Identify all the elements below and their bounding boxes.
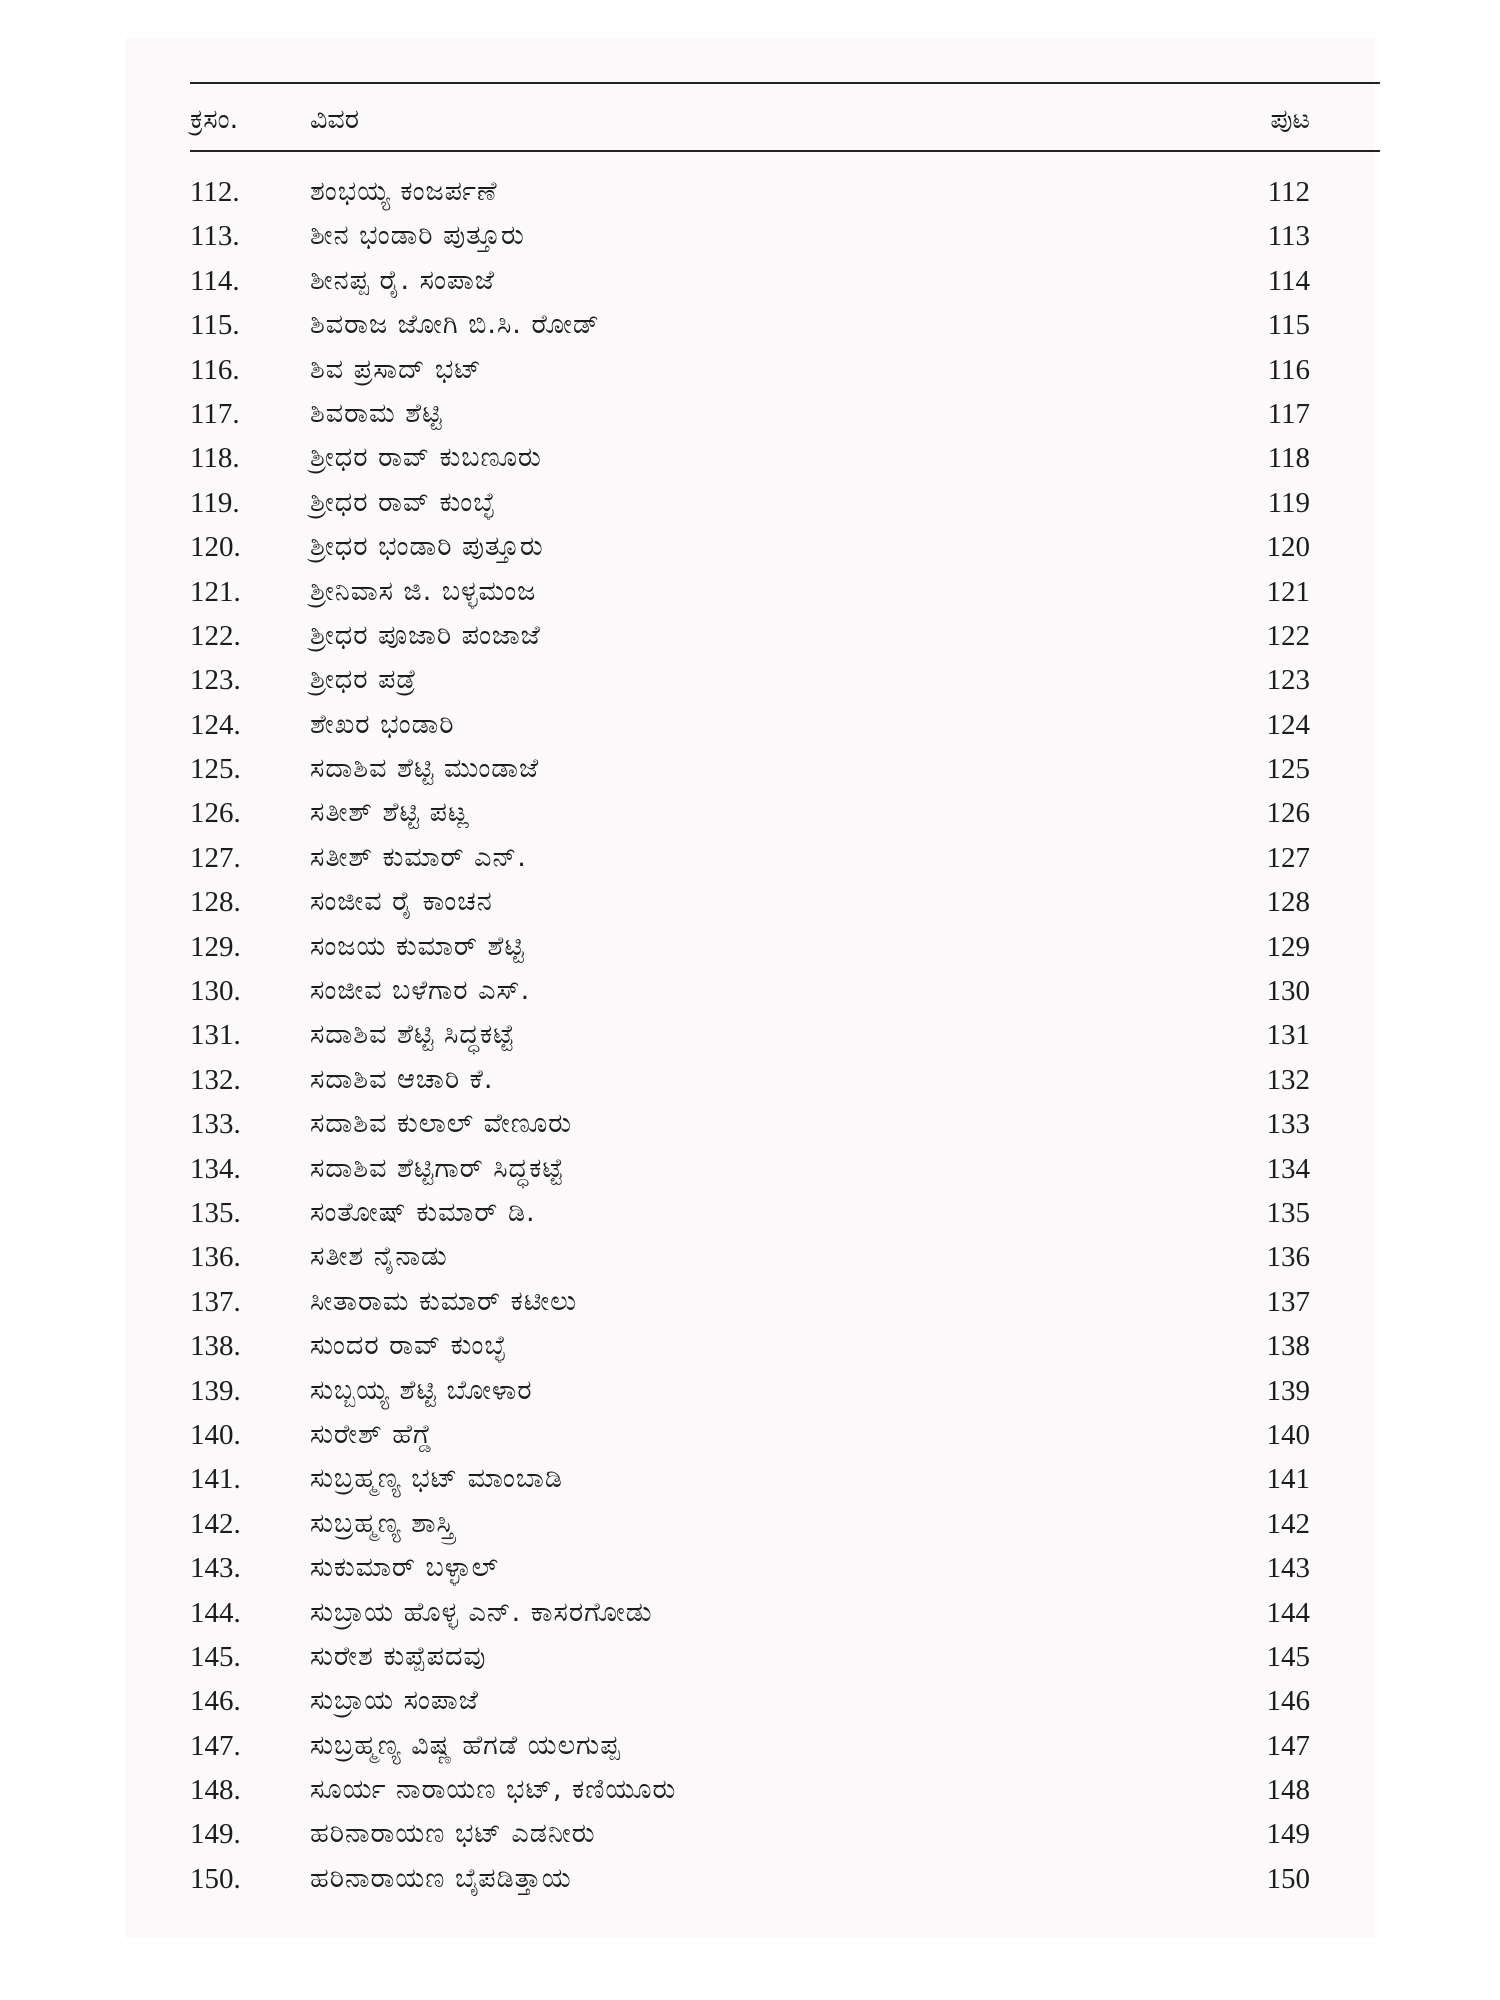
entry-page: 144 (1266, 1596, 1310, 1629)
entry-number: 134. (190, 1152, 241, 1185)
table-row (190, 1149, 1380, 1193)
table-row (190, 793, 1380, 837)
entry-page: 138 (1266, 1330, 1310, 1363)
table-row (190, 216, 1380, 260)
entry-number: 116. (190, 353, 240, 386)
table-row (190, 483, 1380, 527)
entry-page: 118 (1267, 442, 1310, 475)
table-row (190, 350, 1380, 394)
entry-page: 147 (1266, 1729, 1310, 1762)
entry-page: 135 (1266, 1196, 1310, 1229)
entry-page: 136 (1266, 1241, 1310, 1274)
entry-description: ಸುರೇಶ್ ಹೆಗ್ಡೆ (310, 1418, 433, 1450)
table-row (190, 1770, 1380, 1814)
table-row (190, 1726, 1380, 1770)
table-row (190, 527, 1380, 571)
table-row (190, 1637, 1380, 1681)
entry-description: ಸುಂದರ ರಾವ್ ಕುಂಬ್ಳೆ (310, 1330, 507, 1362)
entry-page: 145 (1266, 1640, 1310, 1673)
entry-description: ಸುಬ್ರಾಯ ಹೊಳ್ಳ ಎನ್. ಕಾಸರಗೋಡು (310, 1596, 653, 1628)
entry-number: 129. (190, 930, 241, 963)
entry-page: 119 (1267, 486, 1310, 519)
entry-description: ಶ್ರೀಧರ ಪೂಜಾರಿ ಪಂಜಾಜೆ (310, 619, 541, 651)
entry-description: ಸುಬ್ರಹ್ಮಣ್ಯ ಶಾಸ್ತ್ರಿ (310, 1507, 455, 1539)
table-row (190, 971, 1380, 1015)
entry-description: ಸತೀಶ್ ಶೆಟ್ಟಿ ಪಟ್ಲ (310, 797, 470, 829)
entry-page: 125 (1266, 753, 1310, 786)
table-row (190, 838, 1380, 882)
entry-description: ಶ್ರೀಧರ ರಾವ್ ಕುಬಣೂರು (310, 442, 542, 474)
entry-description: ಸಂಜಯ ಕುಮಾರ್ ಶೆಟ್ಟಿ (310, 930, 525, 962)
table-row (190, 1504, 1380, 1548)
table-row (190, 394, 1380, 438)
entry-description: ಶ್ರೀಧರ ಭಂಡಾರಿ ಪುತ್ತೂರು (310, 531, 544, 563)
entry-number: 147. (190, 1729, 241, 1762)
entry-page: 142 (1266, 1507, 1310, 1540)
entry-description: ಸುಬ್ರಹ್ಮಣ್ಯ ಭಟ್ ಮಾಂಬಾಡಿ (310, 1463, 563, 1495)
table-row (190, 1282, 1380, 1326)
entry-page: 131 (1266, 1019, 1310, 1052)
entry-page: 140 (1266, 1418, 1310, 1451)
table-row (190, 1237, 1380, 1281)
table-row (190, 882, 1380, 926)
entry-number: 118. (190, 442, 240, 475)
entry-number: 138. (190, 1330, 241, 1363)
entry-page: 130 (1266, 975, 1310, 1008)
entry-description: ಸತೀಶ ನೈನಾಡು (310, 1241, 448, 1273)
entry-description: ಸುಬ್ಬಯ್ಯ ಶೆಟ್ಟಿ ಬೋಳಾರ (310, 1374, 533, 1406)
table-row (190, 1326, 1380, 1370)
entry-page: 124 (1266, 708, 1310, 741)
entry-description: ಶಿವರಾಜ ಜೋಗಿ ಬಿ.ಸಿ. ರೋಡ್ (310, 309, 600, 341)
entry-description: ಸದಾಶಿವ ಶೆಟ್ಟಿ ಮುಂಡಾಜೆ (310, 753, 540, 785)
entry-number: 125. (190, 753, 241, 786)
entry-description: ಸೀತಾರಾಮ ಕುಮಾರ್ ಕಟೀಲು (310, 1285, 578, 1317)
entry-number: 124. (190, 708, 241, 741)
table-row (190, 572, 1380, 616)
entry-description: ಶ್ರೀಧರ ರಾವ್ ಕುಂಬ್ಳೆ (310, 486, 496, 518)
entry-number: 115. (190, 309, 240, 342)
entry-number: 127. (190, 841, 241, 874)
header-underline (190, 150, 1380, 152)
entry-number: 131. (190, 1019, 241, 1052)
entry-page: 150 (1266, 1862, 1310, 1895)
entry-page: 137 (1266, 1285, 1310, 1318)
entry-number: 114. (190, 264, 240, 297)
table-row (190, 1593, 1380, 1637)
table-row (190, 1548, 1380, 1592)
entry-description: ಸಂಜೀವ ರೈ ಕಾಂಚನ (310, 886, 493, 918)
entry-page: 143 (1266, 1552, 1310, 1585)
entry-page: 133 (1266, 1108, 1310, 1141)
entry-page: 146 (1266, 1685, 1310, 1718)
header-serial-number: ಕ್ರಸಂ. (190, 104, 239, 135)
entry-number: 146. (190, 1685, 241, 1718)
entry-description: ಹರಿನಾರಾಯಣ ಭಟ್ ಎಡನೀರು (310, 1818, 596, 1850)
table-row (190, 1371, 1380, 1415)
entry-page: 122 (1266, 619, 1310, 652)
entry-description: ಶ್ರೀನಿವಾಸ ಜಿ. ಬಳ್ಳಮಂಜ (310, 575, 537, 607)
entry-page: 116 (1267, 353, 1310, 386)
entry-number: 119. (190, 486, 240, 519)
entry-description: ಸದಾಶಿವ ಆಚಾರಿ ಕೆ. (310, 1063, 494, 1095)
entry-number: 148. (190, 1774, 241, 1807)
table-row (190, 1814, 1380, 1858)
entry-number: 130. (190, 975, 241, 1008)
entry-description: ಸದಾಶಿವ ಶೆಟ್ಟಿ ಸಿದ್ಧಕಟ್ಟೆ (310, 1019, 515, 1051)
entry-description: ಹರಿನಾರಾಯಣ ಬೈಪಡಿತ್ತಾಯ (310, 1862, 572, 1894)
entry-number: 140. (190, 1418, 241, 1451)
entry-page: 132 (1266, 1063, 1310, 1096)
entry-description: ಸುರೇಶ ಕುಪ್ಪೆಪದವು (310, 1640, 487, 1672)
entry-number: 141. (190, 1463, 241, 1496)
entry-page: 115 (1267, 309, 1310, 342)
entry-description: ಸದಾಶಿವ ಕುಲಾಲ್ ವೇಣೂರು (310, 1108, 573, 1140)
table-row (190, 1681, 1380, 1725)
entry-page: 129 (1266, 930, 1310, 963)
entry-number: 121. (190, 575, 241, 608)
entry-page: 149 (1266, 1818, 1310, 1851)
table-row (190, 1193, 1380, 1237)
table-row (190, 1104, 1380, 1148)
table-row (190, 172, 1380, 216)
top-rule (190, 82, 1380, 84)
entry-number: 112. (190, 176, 240, 208)
table-row (190, 438, 1380, 482)
entry-number: 137. (190, 1285, 241, 1318)
entry-page: 112 (1267, 176, 1310, 208)
table-row (190, 261, 1380, 305)
entry-description: ಶಿವರಾಮ ಶೆಟ್ಟಿ (310, 397, 443, 429)
entry-number: 139. (190, 1374, 241, 1407)
entry-number: 132. (190, 1063, 241, 1096)
entry-description: ಶಂಭಯ್ಯ ಕಂಜರ್ಪಣೆ (310, 176, 498, 207)
entry-description: ಸುಕುಮಾರ್ ಬಳ್ಳಾಲ್ (310, 1552, 499, 1584)
entry-number: 145. (190, 1640, 241, 1673)
entry-description: ಶೀನ ಭಂಡಾರಿ ಪುತ್ತೂರು (310, 220, 525, 252)
table-row (190, 1015, 1380, 1059)
entry-description: ಶ್ರೀಧರ ಪಡ್ರೆ (310, 664, 417, 696)
entry-description: ಶೇಖರ ಭಂಡಾರಿ (310, 708, 455, 740)
entry-number: 113. (190, 220, 240, 253)
table-row (190, 1459, 1380, 1503)
table-row (190, 1415, 1380, 1459)
entry-description: ಸದಾಶಿವ ಶೆಟ್ಟಿಗಾರ್ ಸಿದ್ಧಕಟ್ಟೆ (310, 1152, 565, 1184)
entry-number: 123. (190, 664, 241, 697)
table-row (190, 749, 1380, 793)
entry-number: 117. (190, 397, 240, 430)
entry-number: 122. (190, 619, 241, 652)
entry-number: 126. (190, 797, 241, 830)
entry-page: 123 (1266, 664, 1310, 697)
entry-description: ಸಂಜೀವ ಬಳೆಗಾರ ಎಸ್. (310, 975, 531, 1007)
table-row (190, 1859, 1380, 1903)
entry-number: 128. (190, 886, 241, 919)
entry-number: 135. (190, 1196, 241, 1229)
entry-description: ಸಂತೋಷ್ ಕುಮಾರ್ ಡಿ. (310, 1196, 536, 1228)
entry-description: ಸೂರ್ಯ ನಾರಾಯಣ ಭಟ್, ಕಣಿಯೂರು (310, 1774, 677, 1806)
entry-number: 150. (190, 1862, 241, 1895)
entry-description: ಸತೀಶ್ ಕುಮಾರ್ ಎನ್. (310, 841, 527, 873)
entry-page: 148 (1266, 1774, 1310, 1807)
table-row (190, 305, 1380, 349)
entry-description: ಸುಬ್ರಹ್ಮಣ್ಯ ವಿಷ್ಣ ಹೆಗಡೆ ಯಲಗುಪ್ಪ (310, 1729, 621, 1761)
index-table (190, 82, 1380, 1962)
table-row (190, 616, 1380, 660)
entry-page: 141 (1266, 1463, 1310, 1496)
entry-number: 136. (190, 1241, 241, 1274)
table-row (190, 660, 1380, 704)
header-page: ಪುಟ (1270, 104, 1310, 135)
entry-number: 149. (190, 1818, 241, 1851)
entry-description: ಶಿವ ಪ್ರಸಾದ್ ಭಟ್ (310, 353, 482, 385)
entry-description: ಶೀನಪ್ಪ ರೈ. ಸಂಪಾಜೆ (310, 264, 495, 296)
table-body (190, 172, 1380, 1903)
entry-page: 126 (1266, 797, 1310, 830)
table-row (190, 1060, 1380, 1104)
entry-number: 142. (190, 1507, 241, 1540)
table-row (190, 927, 1380, 971)
entry-page: 139 (1266, 1374, 1310, 1407)
entry-description: ಸುಬ್ರಾಯ ಸಂಪಾಜೆ (310, 1685, 479, 1717)
entry-page: 134 (1266, 1152, 1310, 1185)
entry-page: 121 (1266, 575, 1310, 608)
entry-page: 120 (1266, 531, 1310, 564)
entry-number: 143. (190, 1552, 241, 1585)
entry-page: 128 (1266, 886, 1310, 919)
header-description: ವಿವರ (310, 104, 360, 135)
table-header (190, 96, 1380, 140)
entry-number: 144. (190, 1596, 241, 1629)
entry-page: 113 (1267, 220, 1310, 253)
entry-page: 117 (1267, 397, 1310, 430)
entry-number: 133. (190, 1108, 241, 1141)
table-row (190, 705, 1380, 749)
entry-number: 120. (190, 531, 241, 564)
entry-page: 127 (1266, 841, 1310, 874)
entry-page: 114 (1267, 264, 1310, 297)
